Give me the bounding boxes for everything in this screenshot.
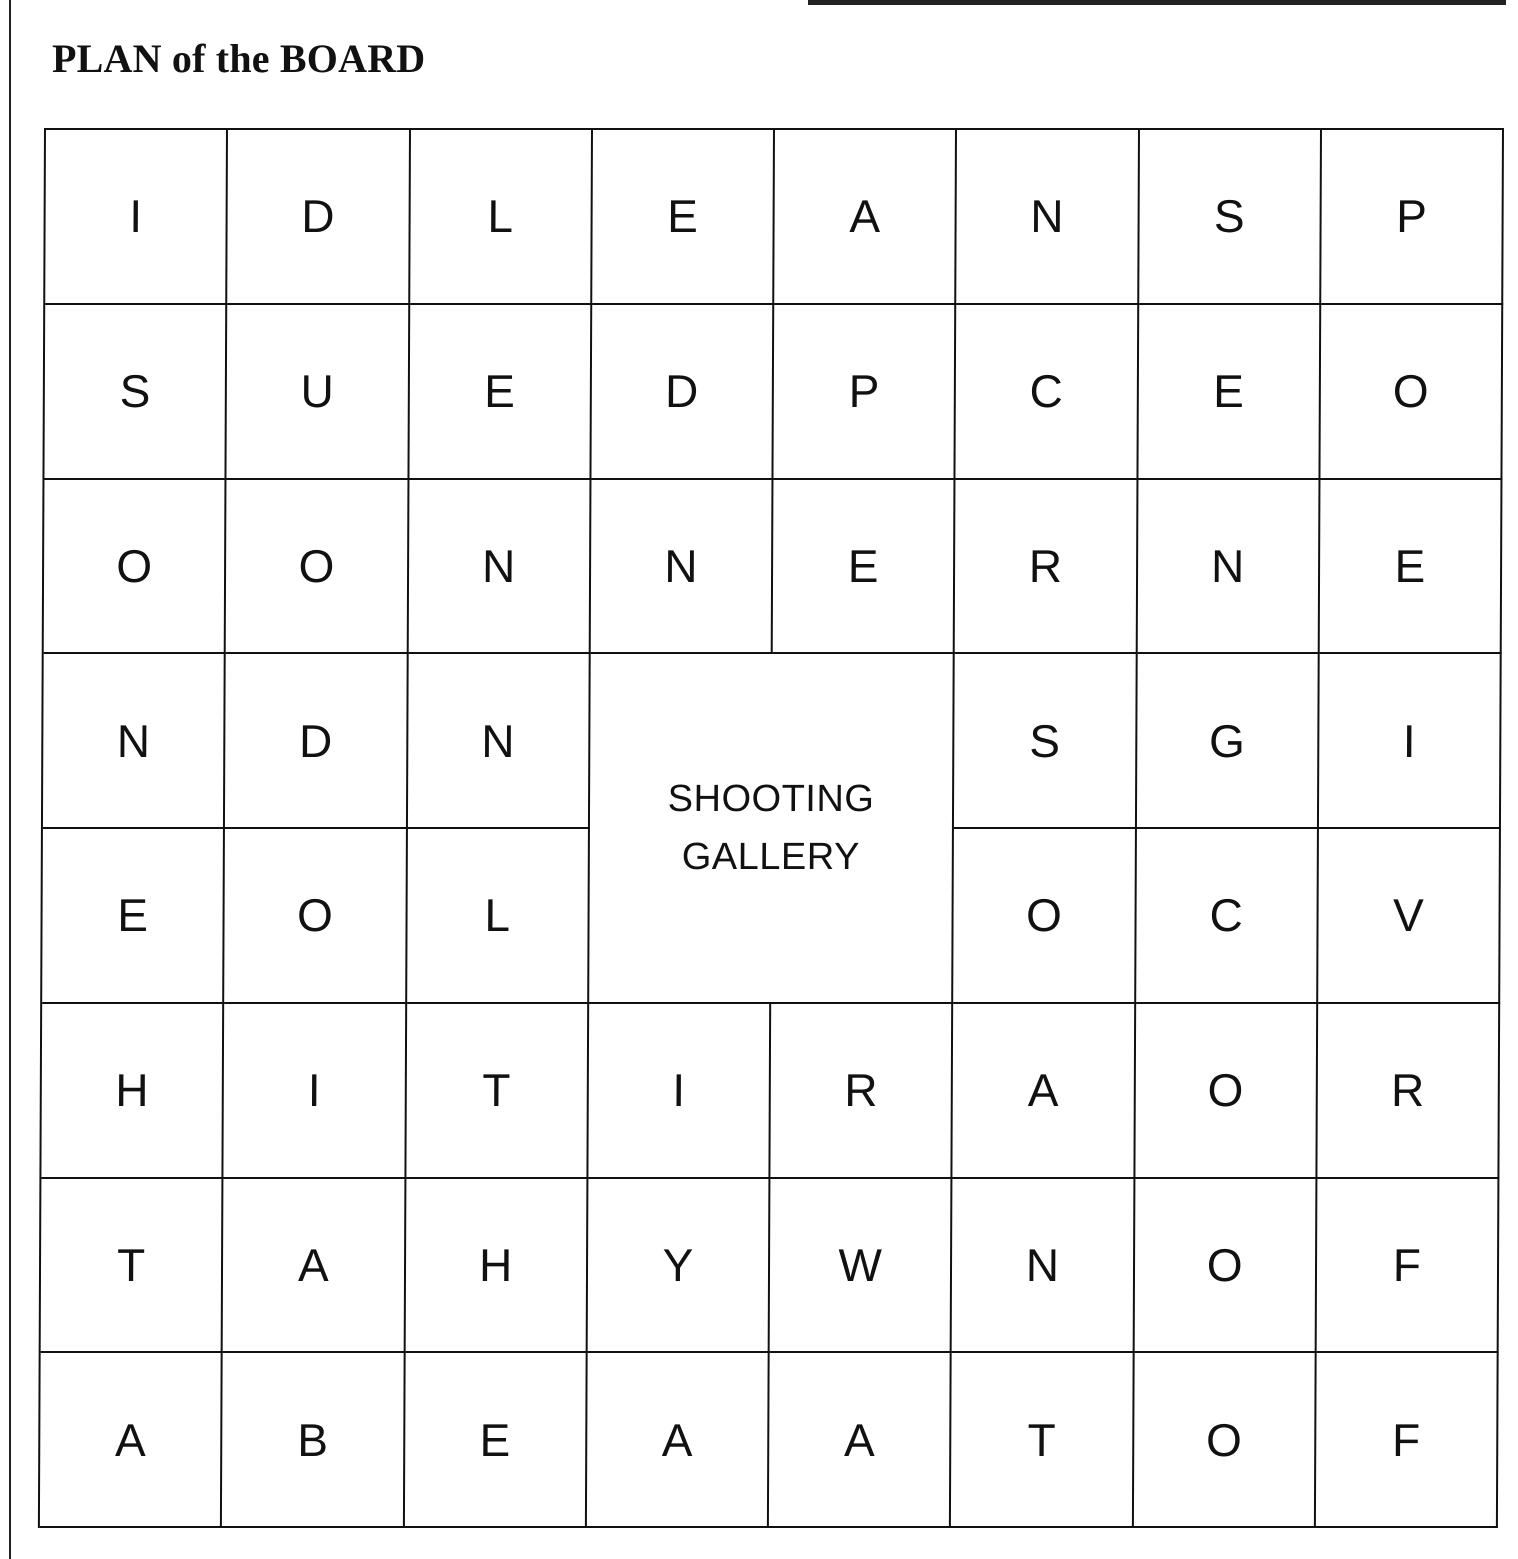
board-cell: D [225,654,408,829]
board-cell: E [42,829,225,1004]
shooting-gallery-label-line2: GALLERY [681,836,860,878]
board-cell: O [953,829,1136,1004]
board-cell: E [404,1353,587,1528]
shooting-gallery-label-line1: SHOOTING [667,778,875,820]
board-cell: S [44,305,227,480]
page-title: PLAN of the BOARD [52,36,426,81]
board-cell: E [1319,480,1502,655]
board-cell: E [773,480,956,655]
board-cell: A [223,1179,406,1354]
board-cell: N [43,654,226,829]
board-cell: N [590,480,773,655]
board-cell: T [951,1353,1134,1528]
board-cell: A [587,1353,770,1528]
board-cell: O [224,829,407,1004]
board-cell: D [227,130,410,305]
board-cell: P [1321,130,1504,305]
board-cell: T [41,1179,224,1354]
board-cell: Y [587,1179,770,1354]
board-cell: O [1320,305,1503,480]
board-cell: E [1138,305,1321,480]
board-cell: O [44,480,227,655]
board-cell: B [222,1353,405,1528]
board-cell: I [588,1004,771,1179]
board-cell: S [1139,130,1322,305]
board-cell: A [40,1353,223,1528]
board-cell: I [1319,654,1502,829]
game-board [38,128,1504,1528]
top-edge-rule [808,0,1506,5]
board-cell: W [770,1179,953,1354]
board-cell: O [226,480,409,655]
board-cell: A [953,1004,1136,1179]
board-cell: H [405,1179,588,1354]
board-cell: F [1316,1179,1499,1354]
board-cell: N [956,130,1139,305]
board-cell: R [955,480,1138,655]
board-cell: I [224,1004,407,1179]
board-cell: C [1136,829,1319,1004]
board-cell: H [41,1004,224,1179]
board-cell: R [1317,1004,1500,1179]
shooting-gallery-area [589,654,955,1004]
board-cell: R [770,1004,953,1179]
board-cell: O [1134,1179,1317,1354]
board-cell: L [410,130,593,305]
board-cell: O [1133,1353,1316,1528]
board-cell: N [407,654,590,829]
board-cell: G [1136,654,1319,829]
board-cell: A [769,1353,952,1528]
board-cell: U [227,305,410,480]
board-cell: N [952,1179,1135,1354]
board-cell: E [409,305,592,480]
board-cell: E [592,130,775,305]
board-cell: V [1318,829,1501,1004]
board-cell: A [774,130,957,305]
board-cell: O [1135,1004,1318,1179]
board-cell: N [1137,480,1320,655]
board-cell: I [45,130,228,305]
left-margin-rule [9,0,11,1559]
board-cell: P [773,305,956,480]
board-cell: S [954,654,1137,829]
board-cell: T [406,1004,589,1179]
board-cell: C [956,305,1139,480]
board-cell: F [1316,1353,1499,1528]
board-cell: N [408,480,591,655]
board-cell: L [407,829,590,1004]
board-cell: D [591,305,774,480]
